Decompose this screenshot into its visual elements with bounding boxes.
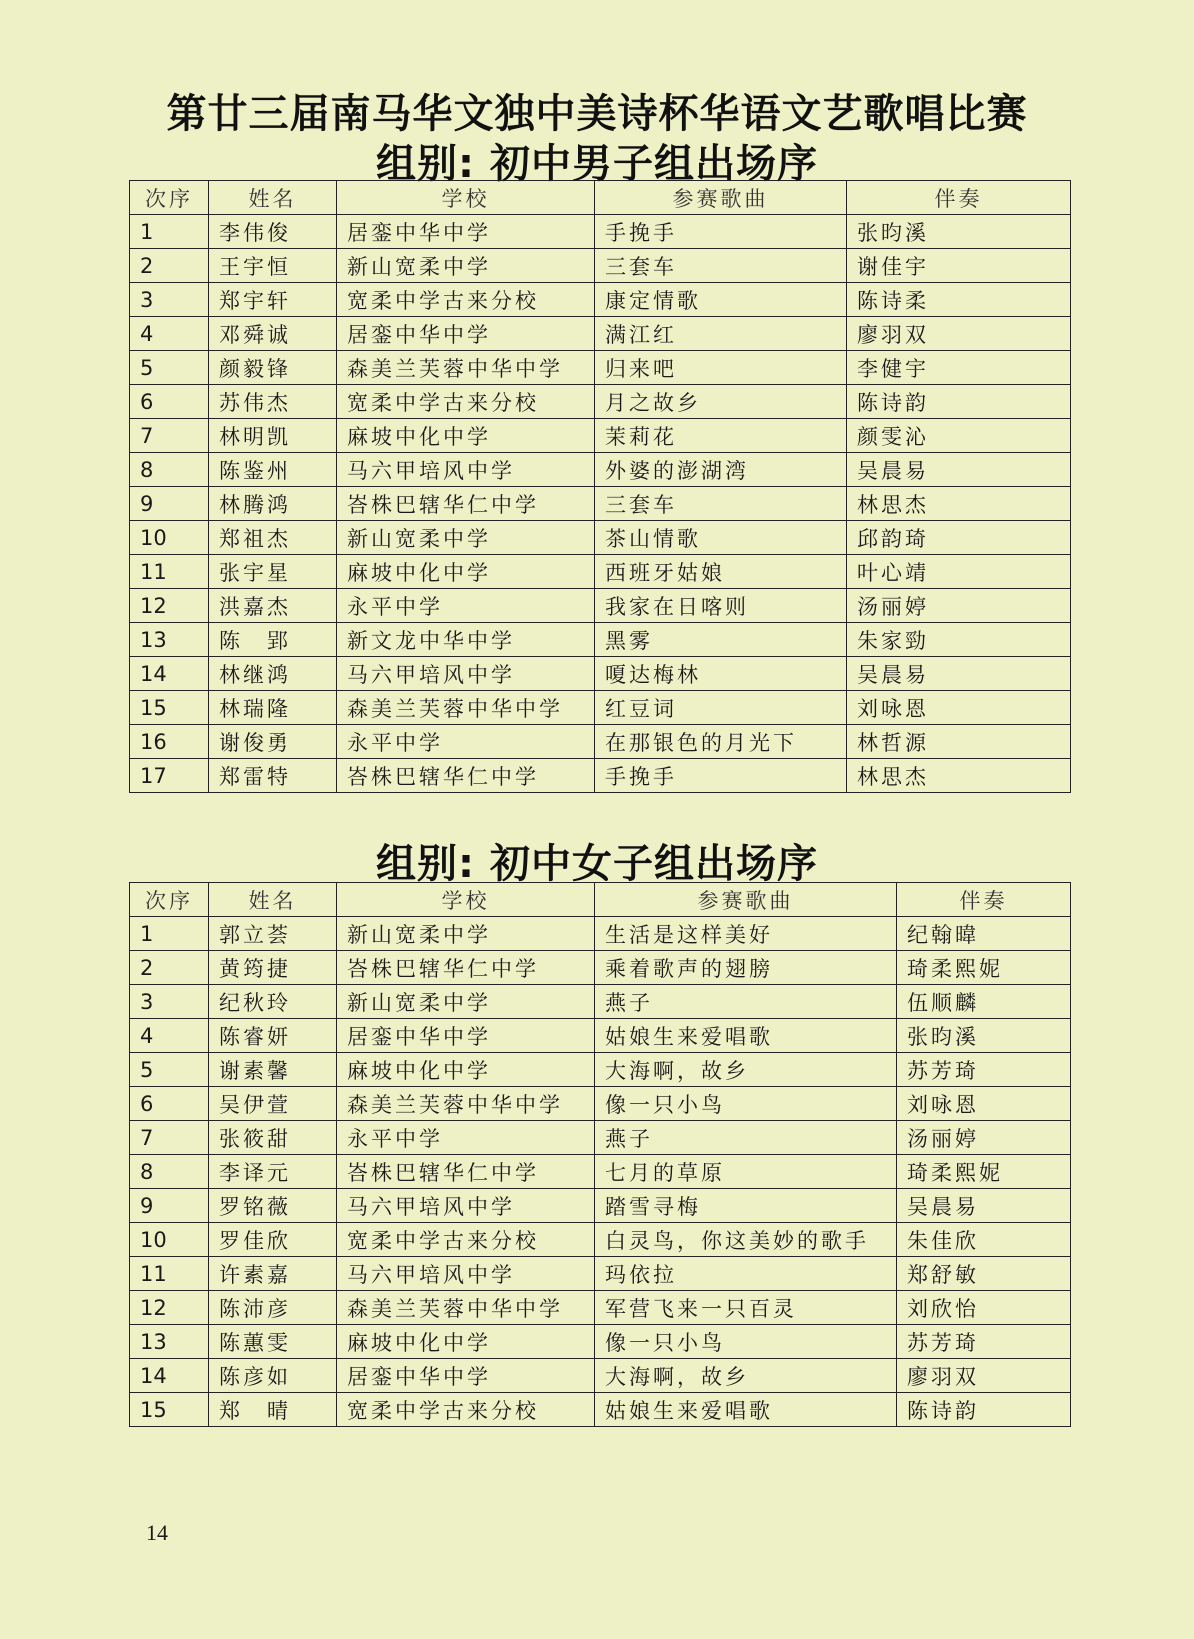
song-cell: 燕子 — [595, 1121, 897, 1155]
order-cell: 16 — [130, 725, 209, 759]
accompanist-cell: 李健宇 — [847, 351, 1071, 385]
table-row — [130, 283, 1071, 317]
name-cell: 郑祖杰 — [209, 521, 337, 555]
table-row — [130, 215, 1071, 249]
song-cell: 在那银色的月光下 — [595, 725, 847, 759]
song-cell: 三套车 — [595, 249, 847, 283]
song-cell: 七月的草原 — [595, 1155, 897, 1189]
school-cell: 新山宽柔中学 — [337, 249, 595, 283]
page-number: 14 — [146, 1520, 168, 1545]
song-cell: 嗄达梅林 — [595, 657, 847, 691]
school-cell: 马六甲培风中学 — [337, 1189, 595, 1223]
table-row — [130, 951, 1071, 985]
school-cell: 居銮中华中学 — [337, 317, 595, 351]
accompanist-cell: 廖羽双 — [847, 317, 1071, 351]
order-cell: 2 — [130, 951, 209, 985]
name-cell: 林继鸿 — [209, 657, 337, 691]
order-cell: 8 — [130, 1155, 209, 1189]
table-row — [130, 487, 1071, 521]
accompanist-cell: 叶心靖 — [847, 555, 1071, 589]
table-row — [130, 1359, 1071, 1393]
order-cell: 2 — [130, 249, 209, 283]
column-header-name: 姓名 — [209, 883, 337, 917]
table-row — [130, 317, 1071, 351]
song-cell: 茉莉花 — [595, 419, 847, 453]
accompanist-cell: 廖羽双 — [897, 1359, 1071, 1393]
order-cell: 11 — [130, 555, 209, 589]
song-cell: 乘着歌声的翅膀 — [595, 951, 897, 985]
accompanist-cell: 琦柔熙妮 — [897, 1155, 1071, 1189]
school-cell: 马六甲培风中学 — [337, 1257, 595, 1291]
accompanist-cell: 琦柔熙妮 — [897, 951, 1071, 985]
table-row — [130, 725, 1071, 759]
song-cell: 满江红 — [595, 317, 847, 351]
column-header-accompanist: 伴奏 — [897, 883, 1071, 917]
order-cell: 6 — [130, 1087, 209, 1121]
table-row — [130, 249, 1071, 283]
table-row — [130, 555, 1071, 589]
order-cell: 13 — [130, 623, 209, 657]
name-cell: 林瑞隆 — [209, 691, 337, 725]
order-cell: 13 — [130, 1325, 209, 1359]
table-row — [130, 985, 1071, 1019]
school-cell: 峇株巴辖华仁中学 — [337, 759, 595, 793]
table-row — [130, 1121, 1071, 1155]
school-cell: 麻坡中化中学 — [337, 555, 595, 589]
table-row — [130, 1053, 1071, 1087]
name-cell: 黄筠捷 — [209, 951, 337, 985]
order-cell: 4 — [130, 1019, 209, 1053]
school-cell: 峇株巴辖华仁中学 — [337, 951, 595, 985]
accompanist-cell: 林思杰 — [847, 759, 1071, 793]
table-row — [130, 419, 1071, 453]
name-cell: 谢俊勇 — [209, 725, 337, 759]
table-row — [130, 351, 1071, 385]
order-cell: 12 — [130, 1291, 209, 1325]
order-cell: 10 — [130, 521, 209, 555]
name-cell: 邓舜诚 — [209, 317, 337, 351]
table-row — [130, 385, 1071, 419]
song-cell: 外婆的澎湖湾 — [595, 453, 847, 487]
name-cell: 陈沛彦 — [209, 1291, 337, 1325]
name-cell: 郭立荟 — [209, 917, 337, 951]
name-cell: 林腾鸿 — [209, 487, 337, 521]
school-cell: 马六甲培风中学 — [337, 657, 595, 691]
name-cell: 罗铭薇 — [209, 1189, 337, 1223]
name-cell: 纪秋玲 — [209, 985, 337, 1019]
column-header-song: 参赛歌曲 — [595, 883, 897, 917]
order-cell: 17 — [130, 759, 209, 793]
song-cell: 玛依拉 — [595, 1257, 897, 1291]
school-cell: 居銮中华中学 — [337, 1359, 595, 1393]
name-cell: 吴伊萱 — [209, 1087, 337, 1121]
table-row — [130, 1087, 1071, 1121]
song-cell: 茶山情歌 — [595, 521, 847, 555]
accompanist-cell: 刘咏恩 — [847, 691, 1071, 725]
school-cell: 永平中学 — [337, 725, 595, 759]
accompanist-cell: 颜雯沁 — [847, 419, 1071, 453]
school-cell: 新山宽柔中学 — [337, 985, 595, 1019]
name-cell: 林明凯 — [209, 419, 337, 453]
table-row — [130, 1019, 1071, 1053]
order-cell: 3 — [130, 283, 209, 317]
school-cell: 永平中学 — [337, 589, 595, 623]
table-row — [130, 1155, 1071, 1189]
song-cell: 像一只小鸟 — [595, 1087, 897, 1121]
name-cell: 郑 晴 — [209, 1393, 337, 1427]
table-row — [130, 1393, 1071, 1427]
name-cell: 王宇恒 — [209, 249, 337, 283]
name-cell: 陈睿妍 — [209, 1019, 337, 1053]
school-cell: 森美兰芙蓉中华中学 — [337, 1291, 595, 1325]
accompanist-cell: 汤丽婷 — [897, 1121, 1071, 1155]
boys-roster-table — [129, 180, 1071, 793]
column-header-name: 姓名 — [209, 181, 337, 215]
order-cell: 3 — [130, 985, 209, 1019]
order-cell: 4 — [130, 317, 209, 351]
order-cell: 14 — [130, 1359, 209, 1393]
table-row — [130, 1325, 1071, 1359]
song-cell: 姑娘生来爱唱歌 — [595, 1019, 897, 1053]
table-row — [130, 623, 1071, 657]
name-cell: 陈彦如 — [209, 1359, 337, 1393]
song-cell: 归来吧 — [595, 351, 847, 385]
accompanist-cell: 吴晨易 — [847, 453, 1071, 487]
accompanist-cell: 林思杰 — [847, 487, 1071, 521]
girls-section-heading: 组别: 初中女子组出场序 — [376, 841, 818, 887]
school-cell: 居銮中华中学 — [337, 215, 595, 249]
school-cell: 麻坡中化中学 — [337, 1053, 595, 1087]
accompanist-cell: 纪翰暐 — [897, 917, 1071, 951]
song-cell: 三套车 — [595, 487, 847, 521]
song-cell: 我家在日喀则 — [595, 589, 847, 623]
name-cell: 郑雷特 — [209, 759, 337, 793]
table-row — [130, 453, 1071, 487]
order-cell: 7 — [130, 419, 209, 453]
accompanist-cell: 陈诗柔 — [847, 283, 1071, 317]
accompanist-cell: 汤丽婷 — [847, 589, 1071, 623]
song-cell: 黑雾 — [595, 623, 847, 657]
song-cell: 踏雪寻梅 — [595, 1189, 897, 1223]
name-cell: 罗佳欣 — [209, 1223, 337, 1257]
name-cell: 谢素馨 — [209, 1053, 337, 1087]
school-cell: 宽柔中学古来分校 — [337, 385, 595, 419]
song-cell: 大海啊，故乡 — [595, 1053, 897, 1087]
order-cell: 15 — [130, 691, 209, 725]
school-cell: 峇株巴辖华仁中学 — [337, 1155, 595, 1189]
column-header-school: 学校 — [337, 883, 595, 917]
accompanist-cell: 苏芳琦 — [897, 1053, 1071, 1087]
table-row — [130, 759, 1071, 793]
girls-roster-table — [129, 882, 1071, 1427]
school-cell: 新文龙中华中学 — [337, 623, 595, 657]
accompanist-cell: 陈诗韵 — [897, 1393, 1071, 1427]
accompanist-cell: 林哲源 — [847, 725, 1071, 759]
order-cell: 12 — [130, 589, 209, 623]
order-cell: 11 — [130, 1257, 209, 1291]
song-cell: 手挽手 — [595, 759, 847, 793]
order-cell: 1 — [130, 215, 209, 249]
order-cell: 6 — [130, 385, 209, 419]
song-cell: 红豆词 — [595, 691, 847, 725]
song-cell: 军营飞来一只百灵 — [595, 1291, 897, 1325]
table-row — [130, 521, 1071, 555]
accompanist-cell: 朱家勁 — [847, 623, 1071, 657]
school-cell: 宽柔中学古来分校 — [337, 1223, 595, 1257]
name-cell: 张筱甜 — [209, 1121, 337, 1155]
page-title: 第廿三届南马华文独中美诗杯华语文艺歌唱比赛 — [166, 91, 1028, 137]
accompanist-cell: 刘欣怡 — [897, 1291, 1071, 1325]
column-header-accompanist: 伴奏 — [847, 181, 1071, 215]
order-cell: 5 — [130, 351, 209, 385]
order-cell: 14 — [130, 657, 209, 691]
song-cell: 姑娘生来爱唱歌 — [595, 1393, 897, 1427]
accompanist-cell: 刘咏恩 — [897, 1087, 1071, 1121]
order-cell: 7 — [130, 1121, 209, 1155]
name-cell: 许素嘉 — [209, 1257, 337, 1291]
name-cell: 张宇星 — [209, 555, 337, 589]
accompanist-cell: 郑舒敏 — [897, 1257, 1071, 1291]
song-cell: 生活是这样美好 — [595, 917, 897, 951]
song-cell: 康定情歌 — [595, 283, 847, 317]
accompanist-cell: 伍顺麟 — [897, 985, 1071, 1019]
song-cell: 西班牙姑娘 — [595, 555, 847, 589]
school-cell: 森美兰芙蓉中华中学 — [337, 691, 595, 725]
table-header-row — [130, 181, 1071, 215]
song-cell: 大海啊，故乡 — [595, 1359, 897, 1393]
song-cell: 月之故乡 — [595, 385, 847, 419]
accompanist-cell: 邱韵琦 — [847, 521, 1071, 555]
song-cell: 白灵鸟，你这美妙的歌手 — [595, 1223, 897, 1257]
column-header-school: 学校 — [337, 181, 595, 215]
school-cell: 新山宽柔中学 — [337, 521, 595, 555]
accompanist-cell: 张昀溪 — [897, 1019, 1071, 1053]
order-cell: 5 — [130, 1053, 209, 1087]
table-row — [130, 1257, 1071, 1291]
name-cell: 李伟俊 — [209, 215, 337, 249]
school-cell: 森美兰芙蓉中华中学 — [337, 351, 595, 385]
song-cell: 燕子 — [595, 985, 897, 1019]
accompanist-cell: 吴晨易 — [847, 657, 1071, 691]
column-header-order: 次序 — [130, 181, 209, 215]
accompanist-cell: 陈诗韵 — [847, 385, 1071, 419]
accompanist-cell: 吴晨易 — [897, 1189, 1071, 1223]
name-cell: 颜毅锋 — [209, 351, 337, 385]
name-cell: 郑宇轩 — [209, 283, 337, 317]
school-cell: 麻坡中化中学 — [337, 1325, 595, 1359]
school-cell: 马六甲培风中学 — [337, 453, 595, 487]
accompanist-cell: 谢佳宇 — [847, 249, 1071, 283]
order-cell: 1 — [130, 917, 209, 951]
accompanist-cell: 朱佳欣 — [897, 1223, 1071, 1257]
name-cell: 洪嘉杰 — [209, 589, 337, 623]
order-cell: 15 — [130, 1393, 209, 1427]
school-cell: 宽柔中学古来分校 — [337, 283, 595, 317]
school-cell: 居銮中华中学 — [337, 1019, 595, 1053]
school-cell: 宽柔中学古来分校 — [337, 1393, 595, 1427]
column-header-song: 参赛歌曲 — [595, 181, 847, 215]
school-cell: 森美兰芙蓉中华中学 — [337, 1087, 595, 1121]
name-cell: 陈 郢 — [209, 623, 337, 657]
school-cell: 永平中学 — [337, 1121, 595, 1155]
order-cell: 10 — [130, 1223, 209, 1257]
table-row — [130, 1189, 1071, 1223]
song-cell: 像一只小鸟 — [595, 1325, 897, 1359]
table-row — [130, 1223, 1071, 1257]
name-cell: 陈蕙雯 — [209, 1325, 337, 1359]
table-row — [130, 691, 1071, 725]
boys-section-heading: 组别: 初中男子组出场序 — [376, 141, 818, 187]
name-cell: 苏伟杰 — [209, 385, 337, 419]
table-row — [130, 917, 1071, 951]
school-cell: 峇株巴辖华仁中学 — [337, 487, 595, 521]
accompanist-cell: 张昀溪 — [847, 215, 1071, 249]
order-cell: 9 — [130, 487, 209, 521]
table-row — [130, 1291, 1071, 1325]
column-header-order: 次序 — [130, 883, 209, 917]
table-row — [130, 589, 1071, 623]
table-header-row — [130, 883, 1071, 917]
name-cell: 李译元 — [209, 1155, 337, 1189]
order-cell: 9 — [130, 1189, 209, 1223]
school-cell: 新山宽柔中学 — [337, 917, 595, 951]
school-cell: 麻坡中化中学 — [337, 419, 595, 453]
table-row — [130, 657, 1071, 691]
accompanist-cell: 苏芳琦 — [897, 1325, 1071, 1359]
name-cell: 陈鉴州 — [209, 453, 337, 487]
song-cell: 手挽手 — [595, 215, 847, 249]
order-cell: 8 — [130, 453, 209, 487]
